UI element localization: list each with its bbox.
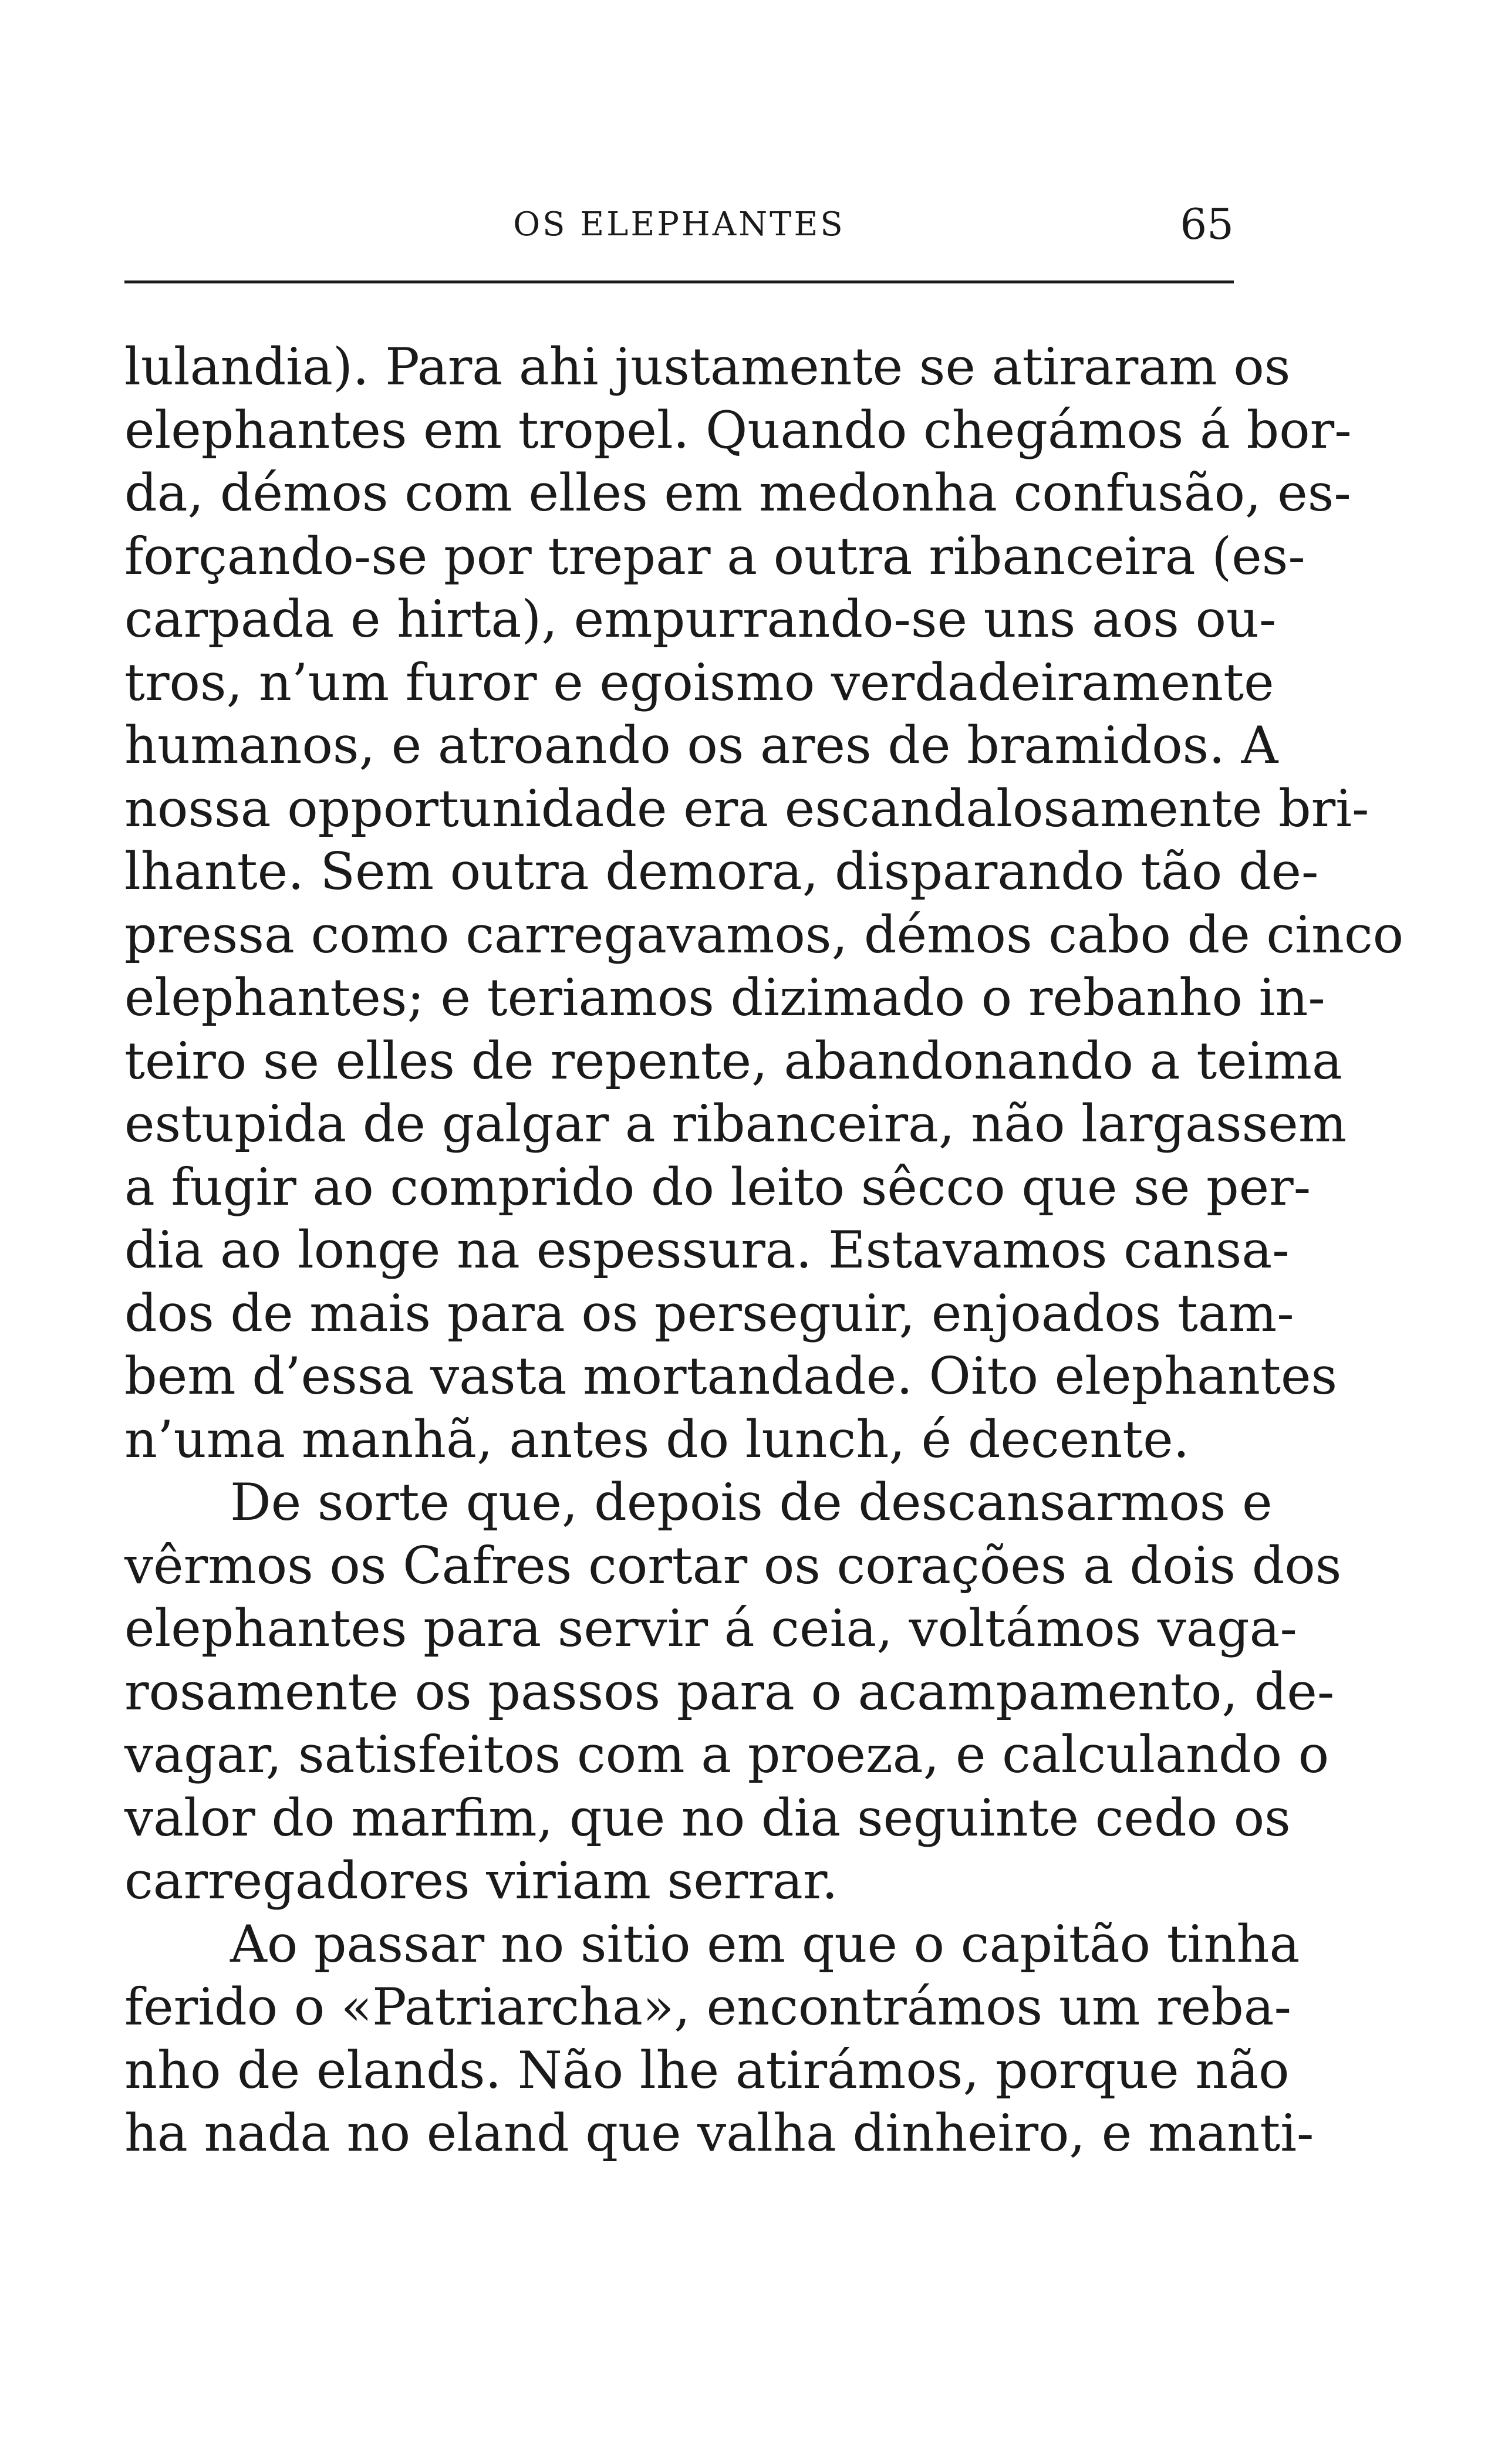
text-line: valor do marfim, que no dia seguinte cedo os bbox=[124, 1787, 1291, 1848]
text-line: bem d’essa vasta mortandade. Oito elephantes bbox=[124, 1346, 1338, 1406]
page-number: 65 bbox=[1180, 200, 1234, 249]
paragraph-end-line: n’uma manhã, antes do lunch, é decente. bbox=[124, 1409, 1190, 1469]
text-line: lulandia). Para ahi justamente se atiraram os bbox=[124, 337, 1291, 397]
body-text bbox=[124, 336, 1404, 2165]
text-line: elephantes; e teriamos dizimado o rebanho in- bbox=[124, 968, 1325, 1027]
text-line: da, démos com elles em medonha confusão, es- bbox=[124, 463, 1351, 523]
text-line: humanos, e atroando os ares de bramidos. A bbox=[124, 715, 1278, 775]
text-line: dia ao longe na espessura. Estavamos cansa- bbox=[124, 1220, 1290, 1280]
paragraph-first-line: Ao passar no sitio em que o capitão tinha bbox=[230, 1914, 1300, 1974]
text-line: a fugir ao comprido do leito sêcco que se per- bbox=[124, 1157, 1311, 1217]
text-line: vagar, satisfeitos com a proeza, e calculando o bbox=[124, 1725, 1329, 1784]
text-line: lhante. Sem outra demora, disparando tão de- bbox=[124, 841, 1319, 901]
text-line: estupida de galgar a ribanceira, não largassem bbox=[124, 1094, 1347, 1154]
running-header bbox=[124, 194, 1234, 258]
text-line: pressa como carregavamos, démos cabo de cinco bbox=[124, 904, 1404, 965]
text-line: forçando-se por trepar a outra ribanceira (es- bbox=[124, 526, 1305, 586]
running-title: OS ELEPHANTES bbox=[513, 205, 845, 244]
text-line: vêrmos os Cafres cortar os corações a dois dos bbox=[124, 1535, 1342, 1596]
text-line: ferido o «Patriarcha», encontrámos um reba- bbox=[124, 1977, 1292, 2037]
text-line: elephantes para servir á ceia, voltámos vaga- bbox=[124, 1598, 1297, 1658]
text-line: ha nada no eland que valha dinheiro, e manti- bbox=[124, 2103, 1314, 2163]
text-line: elephantes em tropel. Quando chegámos á bor- bbox=[124, 400, 1352, 460]
text-line: nossa opportunidade era escandalosamente bri- bbox=[124, 778, 1369, 839]
text-line: teiro se elles de repente, abandonando a teima bbox=[124, 1030, 1342, 1091]
text-line: tros, n’um furor e egoismo verdadeiramente bbox=[124, 652, 1274, 712]
paragraph-first-line: De sorte que, depois de descansarmos e bbox=[230, 1472, 1273, 1532]
text-line: nho de elands. Não lhe atirámos, porque não bbox=[124, 2040, 1290, 2100]
text-line: dos de mais para os perseguir, enjoados tam- bbox=[124, 1283, 1294, 1343]
text-line: carpada e hirta), empurrando-se uns aos ou- bbox=[124, 589, 1277, 649]
header-rule bbox=[124, 280, 1234, 283]
text-line: rosamente os passos para o acampamento, de- bbox=[124, 1661, 1335, 1722]
paragraph-end-line: carregadores viriam serrar. bbox=[124, 1851, 838, 1911]
